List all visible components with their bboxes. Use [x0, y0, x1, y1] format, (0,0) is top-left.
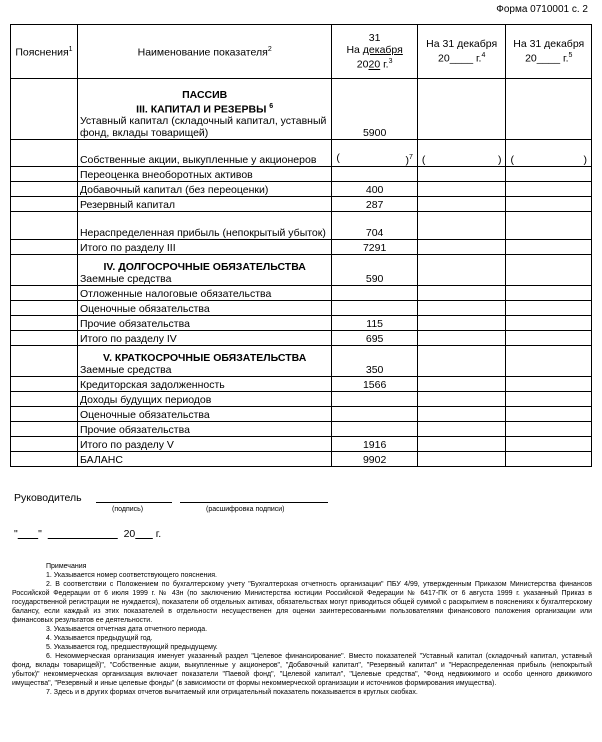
value-cell: 1566	[332, 377, 418, 392]
row-label: Итого по разделу III	[77, 240, 331, 255]
value-cell: 695	[332, 331, 418, 346]
date-line: " " 20 г.	[14, 528, 162, 540]
row-label: Заемные средства	[79, 273, 172, 285]
balance-total-row	[11, 452, 592, 467]
notes-heading: Примечания	[46, 563, 87, 570]
form-code: Форма 0710001 с. 2	[496, 4, 588, 15]
value-cell	[332, 422, 418, 437]
signature-line[interactable]	[96, 490, 172, 503]
row-label: Нераспределенная прибыль (непокрытый убыток)	[77, 212, 331, 240]
value-cell: 1916	[332, 437, 418, 452]
table-row	[11, 255, 592, 286]
table-row	[11, 422, 592, 437]
row-label: Кредиторская задолженность	[77, 377, 331, 392]
value-cell: ( )	[506, 140, 592, 167]
section-title: IV. ДОЛГОСРОЧНЫЕ ОБЯЗАТЕЛЬСТВА	[103, 261, 306, 273]
row-label: БАЛАНС	[77, 452, 331, 467]
note-item: 3. Указывается отчетная дата отчетного периода.	[46, 626, 208, 633]
value-cell: ( )$^7$	[332, 140, 418, 167]
row-label: Итого по разделу IV	[77, 331, 331, 346]
table-row	[11, 331, 592, 346]
value-cell: 9902	[332, 452, 418, 467]
value-cell	[332, 407, 418, 422]
balance-sheet-table	[10, 24, 592, 467]
header-previous-year: На 31 декабря 20____ г.$^4$	[417, 25, 506, 79]
table-row	[11, 377, 592, 392]
table-row	[11, 301, 592, 316]
table-row	[11, 286, 592, 301]
section-short-term-cell	[77, 346, 331, 377]
table-row	[11, 346, 592, 377]
section-title: V. КРАТКОСРОЧНЫЕ ОБЯЗАТЕЛЬСТВА	[103, 352, 307, 364]
date-day-blank[interactable]	[18, 528, 38, 540]
section-passive-cell: ПАССИВ III. КАПИТАЛ И РЕЗЕРВЫ $^6$ Уставный капитал (складочный капитал, уставный фонд, вклады товарищей)	[77, 79, 331, 140]
table-row	[11, 197, 592, 212]
table-row	[11, 240, 592, 255]
note-item: 7. Здесь и в других формах отчетов вычитаемый или отрицательный показатель показывается в круглых скобках.	[46, 689, 418, 696]
section-long-term-cell	[77, 255, 331, 286]
value-cell: ( )	[417, 140, 506, 167]
value-cell: 287	[332, 197, 418, 212]
value-cell	[332, 286, 418, 301]
header-current-date: 31 На декабря 2020 г.$^3$	[332, 25, 418, 79]
table-row	[11, 437, 592, 452]
row-label: Прочие обязательства	[77, 422, 331, 437]
note-item: 5. Указывается год, предшествующий предыдущему.	[46, 644, 218, 651]
row-label: Заемные средства	[79, 364, 172, 376]
row-label: Прочие обязательства	[77, 316, 331, 331]
signature-decode-line[interactable]	[180, 490, 328, 503]
section-title: ПАССИВ	[182, 88, 228, 101]
date-month-blank[interactable]	[48, 528, 118, 540]
value-cell: 115	[332, 316, 418, 331]
note-item: 4. Указывается предыдущий год.	[46, 635, 153, 642]
section-subtitle: III. КАПИТАЛ И РЕЗЕРВЫ	[136, 103, 267, 115]
row-label: Оценочные обязательства	[77, 301, 331, 316]
row-label: Собственные акции, выкупленные у акционеров	[77, 140, 331, 167]
row-label: Добавочный капитал (без переоценки)	[77, 182, 331, 197]
table-row	[11, 182, 592, 197]
table-row	[11, 407, 592, 422]
value-cell: 590	[332, 255, 418, 286]
row-label: Итого по разделу V	[77, 437, 331, 452]
signature-label: Руководитель	[14, 492, 82, 504]
value-cell: 400	[332, 182, 418, 197]
table-row	[11, 392, 592, 407]
row-label: Доходы будущих периодов	[77, 392, 331, 407]
table-row	[11, 212, 592, 240]
header-indicator-name: Наименование показателя$^2$	[77, 25, 331, 79]
table-row	[11, 316, 592, 331]
table-row	[11, 167, 592, 182]
row-label: Отложенные налоговые обязательства	[77, 286, 331, 301]
row-label: Оценочные обязательства	[77, 407, 331, 422]
value-cell: 704	[332, 212, 418, 240]
value-cell: 7291	[332, 240, 418, 255]
date-year-blank[interactable]	[135, 528, 153, 540]
value-cell	[332, 301, 418, 316]
table-header-row	[11, 25, 592, 79]
signature-decode-caption: (расшифровка подписи)	[206, 506, 285, 513]
row-label: Уставный капитал (складочный капитал, уставный фонд, вклады товарищей)	[79, 115, 327, 139]
table-row	[11, 140, 592, 167]
value-cell	[332, 167, 418, 182]
header-notes: Пояснения$^1$	[11, 25, 78, 79]
signature-caption: (подпись)	[112, 506, 144, 513]
note-item: 1. Указывается номер соответствующего пояснения.	[46, 572, 217, 579]
row-label: Переоценка внеоборотных активов	[77, 167, 331, 182]
value-cell	[332, 392, 418, 407]
note-item: 6. Некоммерческая организация именует указанный раздел "Целевое финансирование". Вместо показателей "Уставный капитал (складочный капитал, уставный фонд, вклады товарищей)", "Собственные акции, выкупленные у акционеров", "Добавочный капитал", "Резервный капитал" и "Нераспределенная прибыль (непокрытый убыток)" некоммерческая организация включает показатели "Паевой фонд", "Целевой капитал", "Целевые средства", "Фонд недвижимого и особо ценного движимого имущества", "Резервный и иные целевые фонды" (в зависимости от формы некоммерческой организации и источников формирования имущества).	[12, 653, 592, 687]
row-label: Резервный капитал	[77, 197, 331, 212]
note-item: 2. В соответствии с Положением по бухгалтерскому учету "Бухгалтерская отчетность организации" ПБУ 4/99, утвержденным Приказом Министерства финансов Российской Федерации от 6 июля 1999 г. № 43н (по заключению Министерства юстиции Российской Федерации № 6417-ПК от 6 августа 1999 г. указанный Приказ в государственной регистрации не нуждается), показатели об отдельных активах, обязательствах могут приводиться общей суммой с раскрытием в пояснениях к бухгалтерскому балансу, если каждый из этих показателей в отдельности несущественен для оценки заинтересованными пользователями финансового положения организации или финансовых результатов ее деятельности.	[12, 581, 592, 624]
header-year-before-previous: На 31 декабря 20____ г.$^5$	[506, 25, 592, 79]
value-cell: 5900	[332, 79, 418, 140]
footnotes	[12, 562, 592, 697]
table-row	[11, 79, 592, 140]
value-cell: 350	[332, 346, 418, 377]
